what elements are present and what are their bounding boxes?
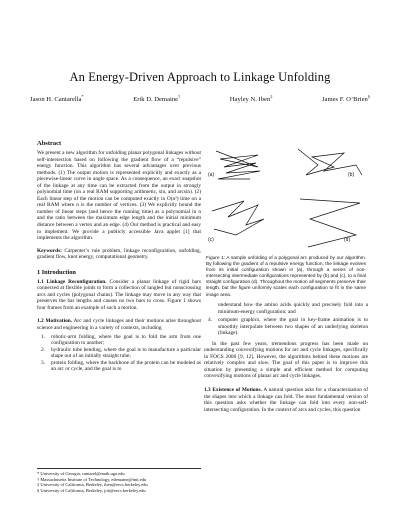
- author-list: [30, 94, 370, 103]
- author: James F. O’Brien§: [321, 94, 370, 104]
- footnote: § University of California, Berkeley, job@eecs.berkeley.edu: [37, 487, 146, 493]
- author: Erik D. Demaine†: [133, 94, 181, 104]
- abstract-text: We present a new algorithm for unfolding planar polygonal linkages without self-intersection based on following the gradient flow of a “repulsive” energy function. This algorithm has several advantages over previous methods. (1) The output motion is represented explicitly and exactly as a piecewise-linear curve in angle space. As a consequence, an exact snapshot of the linkage at any time can be extracted from the output in strongly polynomial time (on a real RAM supporting arithmetic, sin, and arcsin). (2) Each linear step of the motion can be computed exactly in O(n²) time on a real RAM where n is the number of vertices. (3) We explicitly bound the number of linear steps (and hence the running time) as a polynomial in n and the ratio between the maximum edge length and the initial minimum distance between a vertex and an edge. (4) Our method is practical and easy to implement. We provide a publicly accessible Java applet [1] that implements the algorithm.: [37, 150, 201, 242]
- figure-label-c: (c): [208, 237, 214, 243]
- motivation-list: [37, 334, 201, 373]
- footnote: † Massachusetts Institute of Technology, edemaine@mit.edu: [37, 476, 147, 482]
- paragraph: understand how the amino acids quickly and precisely fold into a minimum-energy configuration; and: [218, 302, 368, 315]
- section-heading-introduction: 1 Introduction: [37, 268, 76, 276]
- list-item: 1. robotic-arm folding, where the goal is to fold the arm from one configuration to another;: [41, 333, 201, 347]
- author: Jason H. Cantarella*: [30, 94, 84, 104]
- list-item: 4. computer graphics, where the goal in key-frame animation is to smoothly interpolate between two shapes of an underlying skeleton (linkage).: [208, 317, 368, 337]
- subsection-motivation: 1.2 Motivation. Arc and cycle linkages and their motions arise throughout science and engineering in a variety of contexts, including: [37, 318, 201, 332]
- right-column: [204, 302, 368, 413]
- left-column: [37, 140, 201, 373]
- abstract-heading: Abstract: [37, 140, 62, 147]
- footnote: * University of Georgia, cantarel@math.uga.edu: [37, 471, 125, 476]
- figure-label-d: (d): [344, 237, 351, 243]
- motivation-list-continued: [204, 317, 368, 337]
- keywords: [37, 248, 201, 261]
- footnote: ‡ University of California, Berkeley, iben@eecs.berkeley.edu: [37, 482, 148, 488]
- figure-1: [206, 145, 366, 260]
- paragraph: In the past few years, tremendous progress has been made on understanding convexifying motions for arc and cycle linkages, specifically in FOCS 2000 [9, 12]. However, the algorithms behind these motions are relatively complex and slow. The goal of this paper is to improve this situation by presenting a simple and efficient method for computing convexifying motions of planar arc and cycle linkages.: [204, 340, 368, 380]
- linkage-a: [216, 151, 260, 179]
- footnotes: [37, 468, 201, 493]
- figure-label-a: (a): [208, 172, 215, 178]
- linkage-c: [212, 201, 264, 235]
- subsection-linkage-reconfiguration: 1.1 Linkage Reconfiguration. Consider a planar linkage of rigid bars connected at flexible joints to form a collection of tangled but nonscrossing arcs and cycles (polygonal chains). The linkage may move in any way that preserves the bar lengths and causes no two bars to cross. Figure 1 shows four frames from an example of such a motion.: [37, 278, 201, 311]
- list-item: 3. protein folding, where the backbone of the protein can be modeled as an arc or cycle, and the goal is to: [41, 359, 201, 373]
- keywords-text: Carpenter’s rule problem, linkage reconfiguration, unfolding, gradient flow, knot energy, computational geometry.: [37, 247, 201, 261]
- figure-caption: Figure 1: A sample unfolding of a polygonal arc produced by our algorithm. By following the gradient of a repulsive energy function, the linkage evolves from its initial configuration shown in (a), through a series of non-intersecting intermediate configurations represented by (b) and (c), to a final straight configuration (d). Throughout the motion all segments preserve their length, but the figure uniformly scales each configuration to fit in the same image area.: [206, 256, 366, 298]
- paper-title: An Energy-Driven Approach to Linkage Unfolding: [69, 70, 331, 84]
- keywords-label: Keywords:: [37, 247, 62, 254]
- subsection-existence-of-motions: 1.3 Existence of Motions. A natural question asks for a characterization of the shapes into which a linkage can fold. The most fundamental version of this question asks whether the linkage can fold into every non-self-intersecting configuration. In the context of arcs and cycles, this question: [204, 387, 369, 413]
- author: Hayley N. Iben‡: [229, 94, 273, 104]
- figure-label-b: (b): [348, 172, 355, 178]
- list-item: 2. hydraulic tube bending, where the goal is to manufacture a particular shape out of an initially straight tube;: [41, 346, 201, 360]
- linkage-figure: [206, 145, 366, 260]
- linkage-d: [300, 199, 360, 247]
